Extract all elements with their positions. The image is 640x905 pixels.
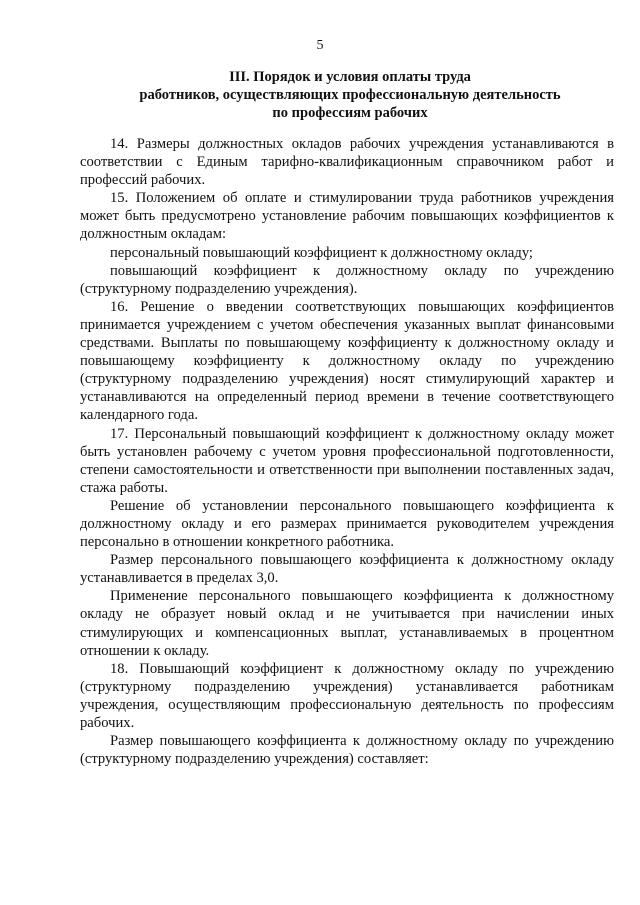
paragraph: Размер повышающего коэффициента к должностному окладу по учреждению (структурному подразделению учреждения) составляет: [80,733,614,768]
paragraph: Решение об установлении персонального повышающего коэффициента к должностному окладу и его размерах принимается руководителем учреждения персонально в отношении конкретного работника. [80,497,614,551]
paragraph-list-item: повышающий коэффициент к должностному окладу по учреждению (структурному подразделению учреждения). [80,262,614,297]
paragraph-17: 17. Персональный повышающий коэффициент к должностному окладу может быть установлен рабочему с учетом уровня профессиональной подготовленности, степени самостоятельности и ответственности при выполнении поставленных задач, стажа работы. [80,425,614,496]
section-heading [80,68,620,122]
page-number: 5 [316,38,324,53]
heading-line: по профессиям рабочих [272,105,428,121]
paragraph-list-item: персональный повышающий коэффициент к должностному окладу; [110,244,533,261]
paragraph-15: 15. Положением об оплате и стимулировании труда работников учреждения может быть предусмотрено установление рабочим повышающих коэффициентов к должностным окладам: [80,190,614,243]
heading-line: работников, осуществляющих профессиональную деятельность [139,87,561,103]
paragraph-16: 16. Решение о введении соответствующих повышающих коэффициентов принимается учреждением с учетом обеспечения указанных выплат финансовыми средствами. Выплаты по повышающему коэффициенту к должностному окладу и повышающему коэффициенту к должностному окладу по учреждению (структурному подразделению учреждения) носят стимулирующий характер и устанавливаются на определенный период времени в течение соответствующего календарного года. [80,298,614,424]
paragraph: Размер персонального повышающего коэффициента к должностному окладу устанавливается в пределах 3,0. [80,552,614,587]
paragraph-18: 18. Повышающий коэффициент к должностному окладу по учреждению (структурному подразделению учреждения) устанавливается работникам учреждения, осуществляющим профессиональную деятельность по профессиям рабочих. [80,660,614,731]
paragraph-14: 14. Размеры должностных окладов рабочих учреждения устанавливаются в соответствии с Единым тарифно-квалификационным справочником работ и профессий рабочих. [80,136,614,189]
document-body [80,135,614,768]
paragraph: Применение персонального повышающего коэффициента к должностному окладу не образует новый оклад и не учитывается при начислении иных стимулирующих и компенсационных выплат, устанавливаемых в процентном отношении к окладу. [80,588,614,659]
heading-line: III. Порядок и условия оплаты труда [229,69,471,85]
